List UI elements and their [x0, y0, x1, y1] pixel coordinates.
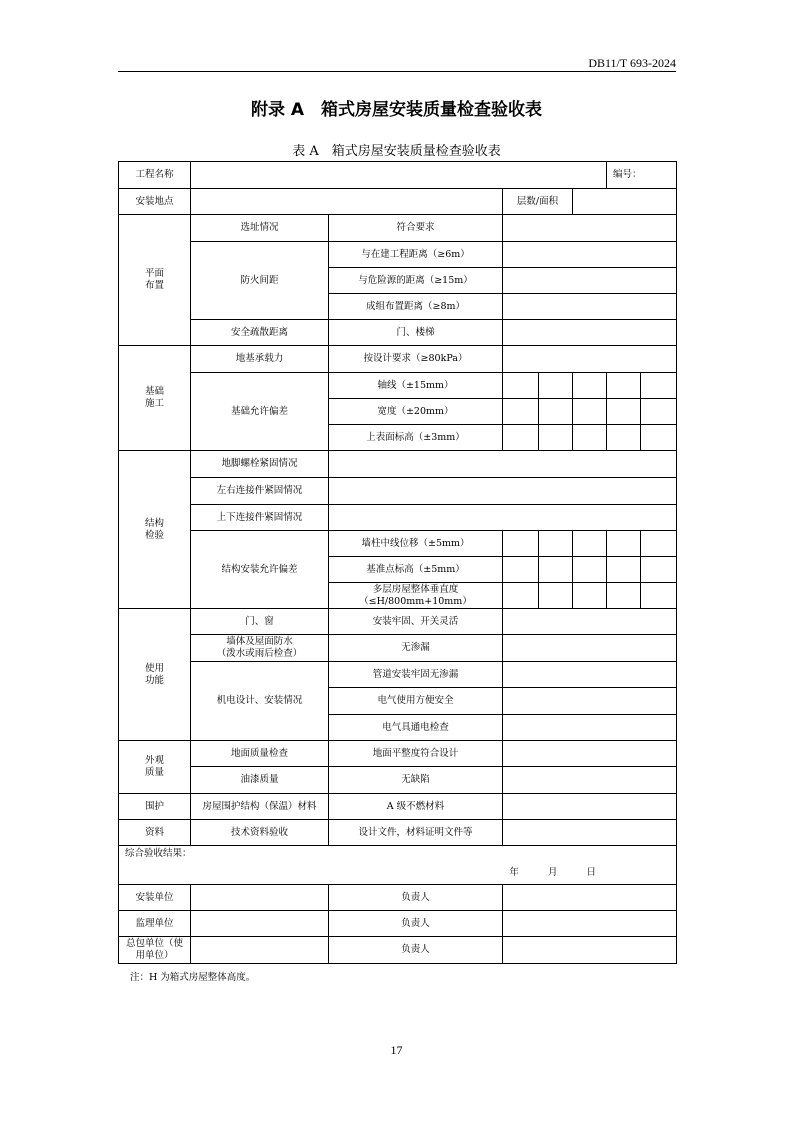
floors-area-value[interactable] [573, 189, 677, 215]
result-cell[interactable] [503, 294, 677, 320]
table-row [119, 846, 677, 885]
table-row [119, 215, 677, 242]
foundation-tolerance-item: 轴线（±15mm） [329, 373, 503, 399]
date-year: 年 [509, 867, 519, 878]
evacuation-item: 门、楼梯 [329, 320, 503, 346]
structure-tolerance-item: 多层房屋整体垂直度 （≤H/800mm+10mm） [329, 583, 503, 609]
table-row [119, 320, 677, 346]
foundation-tolerance-item: 宽度（±20mm） [329, 399, 503, 425]
section-function: 使用 功能 [119, 609, 191, 741]
header-rule [118, 71, 676, 72]
documents-review-label: 技术资料验收 [191, 820, 329, 846]
signoff-person-value[interactable] [503, 937, 677, 964]
measure-cell[interactable] [641, 531, 677, 557]
table-row [119, 346, 677, 373]
waterproof-item: 无渗漏 [329, 635, 503, 662]
section-documents: 资料 [119, 820, 191, 846]
measure-cell[interactable] [503, 399, 539, 425]
evacuation-label: 安全疏散距离 [191, 320, 329, 346]
measure-cell[interactable] [641, 425, 677, 451]
section-appearance: 外观 质量 [119, 741, 191, 794]
measure-cell[interactable] [573, 583, 607, 609]
measure-cell[interactable] [607, 557, 641, 583]
table-title: 表 A 箱式房屋安装质量检查验收表 [292, 144, 501, 159]
table-row [119, 373, 677, 399]
lr-connectors-label: 左右连接件紧固情况 [191, 478, 329, 505]
measure-cell[interactable] [503, 557, 539, 583]
fire-item: 成组布置距离（≥8m） [329, 294, 503, 320]
measure-cell[interactable] [503, 531, 539, 557]
table-row [119, 767, 677, 794]
doors-windows-item: 安装牢固、开关灵活 [329, 609, 503, 635]
project-name-value[interactable] [191, 162, 607, 189]
signoff-unit: 监理单位 [119, 911, 191, 937]
table-row [119, 242, 677, 268]
enclosure-material-label: 房屋围护结构（保温）材料 [191, 794, 329, 820]
measure-cell[interactable] [641, 373, 677, 399]
documents-review-item: 设计文件，材料证明文件等 [329, 820, 503, 846]
result-cell[interactable] [329, 451, 677, 478]
table-row [119, 478, 677, 505]
measure-cell[interactable] [539, 399, 573, 425]
measure-cell[interactable] [503, 425, 539, 451]
measure-cell[interactable] [641, 583, 677, 609]
fire-spacing-label: 防火间距 [191, 242, 329, 320]
measure-cell[interactable] [503, 583, 539, 609]
table-row [119, 662, 677, 688]
summary-label: 综合验收结果： [125, 848, 192, 859]
result-cell[interactable] [329, 478, 677, 505]
waterproof-label: 墙体及屋面防水 （泼水或雨后检查） [191, 635, 329, 662]
measure-cell[interactable] [573, 399, 607, 425]
fire-item: 与在建工程距离（≥6m） [329, 242, 503, 268]
measure-cell[interactable] [573, 531, 607, 557]
fire-item: 与危险源的距离（≥15m） [329, 268, 503, 294]
table-row [119, 820, 677, 846]
result-cell[interactable] [503, 215, 677, 242]
result-cell[interactable] [503, 662, 677, 688]
result-cell[interactable] [503, 242, 677, 268]
signoff-unit-value[interactable] [191, 937, 329, 964]
measure-cell[interactable] [641, 557, 677, 583]
table-note: 注：H 为箱式房屋整体高度。 [130, 972, 256, 983]
result-cell[interactable] [503, 794, 677, 820]
signoff-person-value[interactable] [503, 911, 677, 937]
table-row [119, 189, 677, 215]
standard-code: DB11/T 693-2024 [588, 56, 676, 70]
section-enclosure: 围护 [119, 794, 191, 820]
signoff-unit-value[interactable] [191, 911, 329, 937]
signoff-unit: 总包单位（使 用单位） [119, 937, 191, 964]
table-row [119, 635, 677, 662]
mep-item: 电气使用方便安全 [329, 688, 503, 715]
section-foundation: 基础 施工 [119, 346, 191, 451]
result-cell[interactable] [503, 268, 677, 294]
measure-cell[interactable] [641, 399, 677, 425]
number-label: 编号： [607, 162, 677, 189]
mep-label: 机电设计、安装情况 [191, 662, 329, 741]
inspection-table [118, 161, 677, 964]
structure-tolerance-item: 墙柱中线位移（±5mm） [329, 531, 503, 557]
result-cell[interactable] [503, 609, 677, 635]
signoff-person: 负责人 [329, 911, 503, 937]
signoff-person: 负责人 [329, 885, 503, 911]
result-cell[interactable] [503, 635, 677, 662]
measure-cell[interactable] [607, 373, 641, 399]
mep-item: 管道安装牢固无渗漏 [329, 662, 503, 688]
result-cell[interactable] [503, 767, 677, 794]
measure-cell[interactable] [607, 531, 641, 557]
section-layout: 平面 布置 [119, 215, 191, 346]
floors-area-label: 层数/面积 [503, 189, 573, 215]
enclosure-material-item: A 级不燃材料 [329, 794, 503, 820]
signoff-unit-value[interactable] [191, 885, 329, 911]
inspection-sheet [118, 161, 676, 964]
measure-cell[interactable] [573, 557, 607, 583]
project-name-label: 工程名称 [119, 162, 191, 189]
signoff-person-value[interactable] [503, 885, 677, 911]
floor-label: 地面质量检查 [191, 741, 329, 767]
floor-item: 地面平整度符合设计 [329, 741, 503, 767]
paint-label: 油漆质量 [191, 767, 329, 794]
table-row [119, 911, 677, 937]
measure-cell[interactable] [539, 583, 573, 609]
result-cell[interactable] [503, 741, 677, 767]
annex-title: 附录 A 箱式房屋安装质量检查验收表 [250, 100, 543, 120]
structure-tolerance-item: 基准点标高（±5mm） [329, 557, 503, 583]
mep-item: 电气具通电检查 [329, 715, 503, 741]
section-structure: 结构 检验 [119, 451, 191, 609]
site-selection-label: 选址情况 [191, 215, 329, 242]
anchor-bolts-label: 地脚螺栓紧固情况 [191, 451, 329, 478]
table-row [119, 741, 677, 767]
result-cell[interactable] [503, 320, 677, 346]
location-label: 安装地点 [119, 189, 191, 215]
table-row [119, 531, 677, 557]
result-cell[interactable] [329, 505, 677, 531]
location-value[interactable] [191, 189, 503, 215]
table-row [119, 162, 677, 189]
table-row [119, 609, 677, 635]
table-row [119, 505, 677, 531]
result-cell[interactable] [503, 820, 677, 846]
foundation-tolerance-item: 上表面标高（±3mm） [329, 425, 503, 451]
signoff-unit: 安装单位 [119, 885, 191, 911]
foundation-tolerance-label: 基础允许偏差 [191, 373, 329, 451]
result-cell[interactable] [503, 688, 677, 715]
summary-cell[interactable] [119, 846, 677, 885]
date-day: 日 [586, 867, 597, 878]
date-month: 月 [547, 867, 558, 878]
ud-connectors-label: 上下连接件紧固情况 [191, 505, 329, 531]
measure-cell[interactable] [573, 425, 607, 451]
result-cell[interactable] [503, 715, 677, 741]
measure-cell[interactable] [573, 373, 607, 399]
measure-cell[interactable] [607, 399, 641, 425]
measure-cell[interactable] [503, 373, 539, 399]
measure-cell[interactable] [539, 373, 573, 399]
doors-windows-label: 门、窗 [191, 609, 329, 635]
measure-cell[interactable] [539, 531, 573, 557]
measure-cell[interactable] [607, 583, 641, 609]
summary-date [493, 867, 596, 879]
paint-item: 无缺陷 [329, 767, 503, 794]
measure-cell[interactable] [539, 425, 573, 451]
measure-cell[interactable] [607, 425, 641, 451]
page-number: 17 [390, 1043, 403, 1057]
result-cell[interactable] [503, 346, 677, 373]
table-row [119, 937, 677, 964]
bearing-label: 地基承载力 [191, 346, 329, 373]
table-row [119, 451, 677, 478]
site-selection-item: 符合要求 [329, 215, 503, 242]
measure-cell[interactable] [539, 557, 573, 583]
structure-tolerance-label: 结构安装允许偏差 [191, 531, 329, 609]
table-row [119, 794, 677, 820]
table-row [119, 885, 677, 911]
signoff-person: 负责人 [329, 937, 503, 964]
bearing-item: 按设计要求（≥80kPa） [329, 346, 503, 373]
